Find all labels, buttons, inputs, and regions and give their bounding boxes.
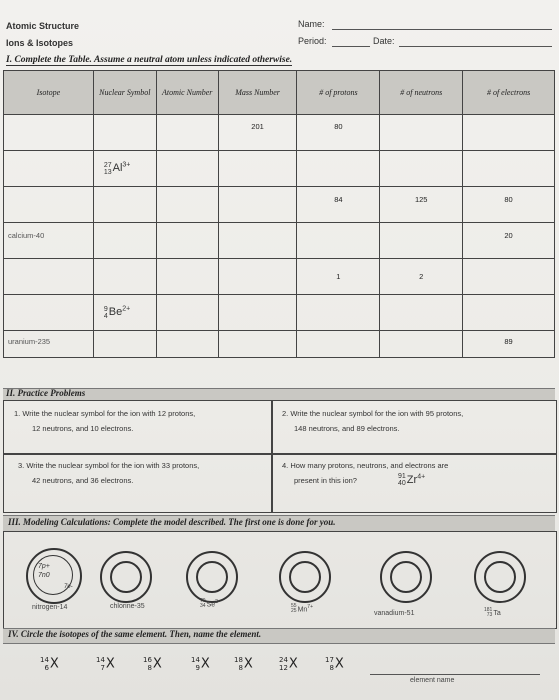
- col-nuclear-symbol: Nuclear Symbol: [93, 71, 156, 115]
- table-row: [4, 295, 555, 331]
- cell-protons[interactable]: 80: [297, 115, 380, 151]
- atom-model-se-inner: [196, 561, 228, 593]
- cell-electrons[interactable]: 80: [463, 187, 555, 223]
- nuclear-symbol-be: 9 $4Be^{2+}$: [103, 305, 131, 320]
- cell-isotope[interactable]: uranium-235: [4, 331, 94, 358]
- col-neutrons: # of neutrons: [380, 71, 463, 115]
- section2-title: II. Practice Problems: [6, 388, 86, 398]
- element-name-field[interactable]: [370, 674, 540, 675]
- problem3-text: 3. Write the nuclear symbol for the ion with 33 protons, 42 neutrons, and 36 electrons.: [18, 461, 200, 485]
- cell-mass[interactable]: 201: [218, 115, 297, 151]
- cell-nuclear-symbol[interactable]: [93, 151, 156, 187]
- worksheet-title: Atomic Structure: [6, 21, 80, 31]
- table-row: [4, 151, 555, 187]
- problem4-text: 4. How many protons, neutrons, and electrons are present in this ion?: [282, 461, 449, 485]
- atom-model-chlorine-inner: [110, 561, 142, 593]
- problem2-text: 2. Write the nuclear symbol for the ion with 95 protons, 148 neutrons, and 89 electrons.: [282, 409, 464, 433]
- table-row: [4, 259, 555, 295]
- nuclear-symbol-zr: 91 $40Zr^{4+}$: [398, 473, 426, 487]
- isotope-5[interactable]: 18 8X: [234, 656, 253, 672]
- label-se: 79 $34Se^{2-}$: [200, 598, 220, 610]
- cell-electrons[interactable]: 20: [463, 223, 555, 259]
- label-mn: 55 $25Mn^{7+}$: [291, 603, 313, 615]
- date-label: Date:: [373, 36, 395, 46]
- isotope-3[interactable]: 16 8X: [143, 656, 162, 672]
- table-header-row: [4, 71, 555, 115]
- example-electrons: 7e-: [64, 584, 73, 590]
- atom-model-ta-inner: [484, 561, 516, 593]
- section1-title: I. Complete the Table. Assume a neutral atom unless indicated otherwise.: [6, 55, 293, 65]
- table-row: [4, 331, 555, 358]
- cell-isotope[interactable]: calcium-40: [4, 223, 94, 259]
- example-nucleus: 7p+ 7n0: [38, 563, 50, 579]
- table-row: [4, 187, 555, 223]
- cell-neutrons[interactable]: 2: [380, 259, 463, 295]
- element-name-label: element name: [410, 677, 455, 684]
- isotope-table: [3, 70, 555, 358]
- atom-model-mn-inner: [289, 561, 321, 593]
- table-row: [4, 223, 555, 259]
- cell-electrons[interactable]: 89: [463, 331, 555, 358]
- col-protons: # of protons: [297, 71, 380, 115]
- problem1-text: 1. Write the nuclear symbol for the ion with 12 protons, 12 neutrons, and 10 electrons.: [14, 409, 196, 433]
- table-row: [4, 115, 555, 151]
- worksheet-subtitle: Ions & Isotopes: [6, 38, 74, 48]
- col-mass-number: Mass Number: [218, 71, 297, 115]
- col-isotope: Isotope: [4, 71, 94, 115]
- isotope-1[interactable]: 14 6X: [40, 656, 59, 672]
- label-ta: 181 73Ta: [484, 607, 501, 618]
- label-nitrogen: nitrogen-14: [32, 604, 68, 611]
- isotope-7[interactable]: 17 8X: [325, 656, 344, 672]
- isotope-4[interactable]: 14 9X: [191, 656, 210, 672]
- col-atomic-number: Atomic Number: [156, 71, 218, 115]
- isotope-6[interactable]: 24 12X: [279, 656, 298, 672]
- date-field[interactable]: [399, 46, 552, 47]
- atom-model-vanadium-inner: [390, 561, 422, 593]
- nuclear-symbol-al: 27 $13Al^{3+}$: [103, 161, 131, 176]
- name-label: Name:: [298, 19, 325, 29]
- name-field[interactable]: [332, 29, 552, 30]
- cell-protons[interactable]: 1: [297, 259, 380, 295]
- cell-nuclear-symbol[interactable]: [93, 295, 156, 331]
- period-label: Period:: [298, 36, 327, 46]
- section3-title: III. Modeling Calculations: Complete the model described. The first one is done for you.: [8, 517, 336, 527]
- cell-protons[interactable]: 84: [297, 187, 380, 223]
- period-field[interactable]: [332, 46, 370, 47]
- col-electrons: # of electrons: [463, 71, 555, 115]
- label-chlorine: chlorine-35: [110, 603, 145, 610]
- isotope-2[interactable]: 14 7X: [96, 656, 115, 672]
- cell-neutrons[interactable]: 125: [380, 187, 463, 223]
- section4-title: IV. Circle the isotopes of the same element. Then, name the element.: [8, 629, 262, 639]
- label-vanadium: vanadium-51: [374, 610, 415, 617]
